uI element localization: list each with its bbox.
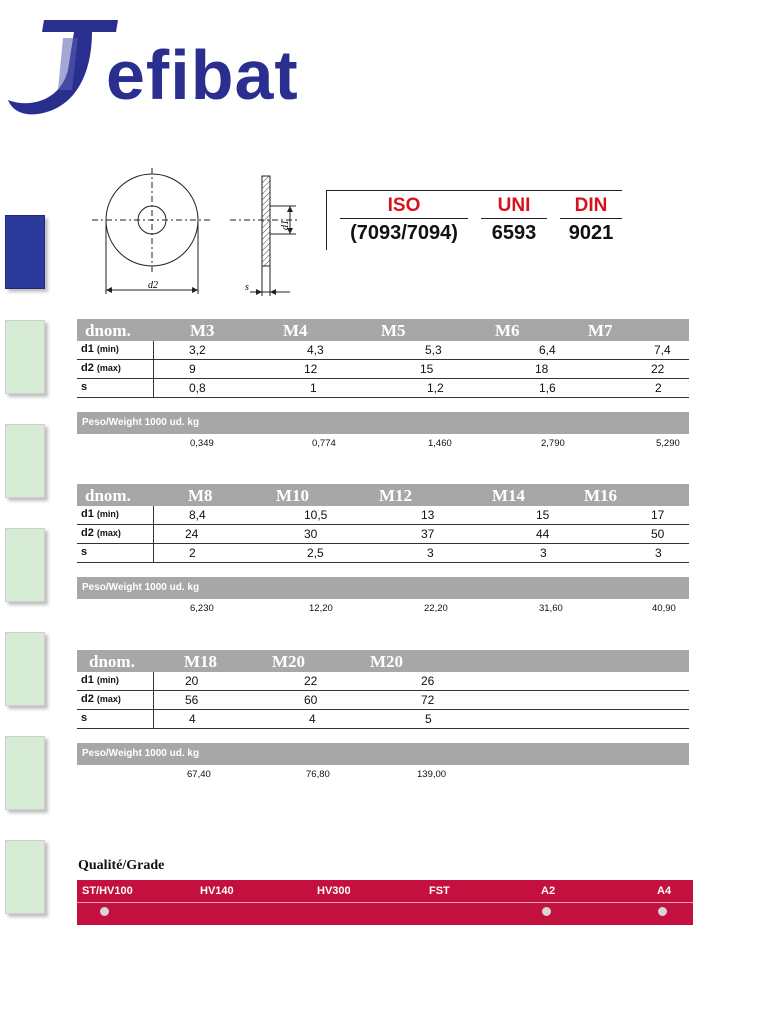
weight-cell: 2,790 (541, 438, 565, 449)
grade-label: HV300 (317, 885, 351, 897)
grade-title: Qualité/Grade (78, 858, 165, 873)
standard-number: 9021 (568, 222, 614, 244)
table-cell: 2 (189, 546, 196, 560)
table-row (77, 710, 689, 729)
table-cell: 30 (304, 527, 318, 541)
column-divider (153, 525, 154, 543)
dimension-table-1 (77, 319, 689, 452)
table-cell: 22 (651, 362, 665, 376)
weight-cell: 0,349 (190, 438, 214, 449)
weight-cell: 31,60 (539, 603, 563, 614)
table-cell: 5 (425, 712, 432, 726)
washer-drawing (90, 168, 310, 303)
row-label: s (81, 712, 88, 724)
weight-cell: 5,290 (656, 438, 680, 449)
table-cell: 9 (189, 362, 196, 376)
standard-din (560, 194, 622, 247)
size-cell: M20 (370, 652, 404, 671)
weight-row (77, 599, 689, 617)
column-divider (153, 360, 154, 378)
row-qualifier: (min) (96, 509, 119, 519)
side-tab-4[interactable] (5, 528, 45, 602)
table-cell: 6,4 (539, 343, 556, 357)
label-d1: d1 (280, 220, 291, 230)
table-cell: 18 (535, 362, 549, 376)
weight-row (77, 765, 689, 783)
table-cell: 1,2 (427, 381, 444, 395)
row-label: d2 (81, 362, 94, 374)
grade-label: A4 (657, 885, 672, 897)
side-tab-1[interactable] (5, 215, 45, 289)
table-cell: 20 (185, 674, 199, 688)
table-cell: 0,8 (189, 381, 206, 395)
table-cell: 10,5 (304, 508, 328, 522)
table-header (77, 319, 689, 341)
row-label: s (81, 381, 88, 393)
table-row (77, 672, 689, 691)
grade-label: A2 (541, 885, 556, 897)
grade-label: ST/HV100 (82, 885, 133, 897)
table-cell: 2 (655, 381, 662, 395)
table-cell: 4,3 (307, 343, 324, 357)
row-label: s (81, 546, 88, 558)
weight-row (77, 434, 689, 452)
row-qualifier: (max) (96, 694, 121, 704)
weight-cell: 76,80 (306, 769, 330, 780)
table-cell: 12 (304, 362, 318, 376)
standard-number: 6593 (491, 222, 537, 244)
row-label: d2 (81, 527, 94, 539)
weight-cell: 0,774 (312, 438, 336, 449)
dimension-table-2 (77, 484, 689, 617)
grade-available-dot (542, 907, 551, 916)
table-row (77, 691, 689, 710)
grade-label: HV140 (200, 885, 234, 897)
row-label: d1 (81, 674, 94, 686)
standard-name: UNI (481, 194, 547, 219)
weight-label: Peso/Weight 1000 ud. kg (82, 417, 200, 428)
weight-cell: 1,460 (428, 438, 452, 449)
side-tab-3[interactable] (5, 424, 45, 498)
table-header (77, 484, 689, 506)
table-cell: 3,2 (189, 343, 206, 357)
table-cell: 60 (304, 693, 318, 707)
table-cell: 8,4 (189, 508, 206, 522)
table-cell: 22 (304, 674, 318, 688)
size-cell: M6 (495, 321, 520, 340)
row-label: d2 (81, 693, 94, 705)
table-row (77, 525, 689, 544)
table-cell: 1 (310, 381, 317, 395)
weight-cell: 12,20 (309, 603, 333, 614)
dnom-label: dnom. (85, 486, 131, 505)
column-divider (153, 506, 154, 524)
table-cell: 4 (309, 712, 316, 726)
table-cell: 3 (427, 546, 434, 560)
grade-available-dot (100, 907, 109, 916)
weight-header (77, 743, 689, 765)
table-cell: 3 (655, 546, 662, 560)
size-cell: M20 (272, 652, 306, 671)
column-divider (153, 672, 154, 690)
brand-name: efibat (106, 36, 299, 114)
dimension-table-3 (77, 650, 689, 783)
label-d2: d2 (148, 280, 158, 291)
side-tab-7[interactable] (5, 840, 45, 914)
side-tab-2[interactable] (5, 320, 45, 394)
weight-header (77, 577, 689, 599)
table-cell: 7,4 (654, 343, 671, 357)
column-divider (153, 379, 154, 397)
weight-cell: 40,90 (652, 603, 676, 614)
table-cell: 26 (421, 674, 435, 688)
size-cell: M7 (588, 321, 613, 340)
dnom-label: dnom. (85, 321, 131, 340)
table-row (77, 544, 689, 563)
row-qualifier: (min) (96, 675, 119, 685)
grade-available-dot (658, 907, 667, 916)
size-cell: M3 (190, 321, 215, 340)
table-cell: 1,6 (539, 381, 556, 395)
table-cell: 13 (421, 508, 435, 522)
side-tab-5[interactable] (5, 632, 45, 706)
label-s: s (245, 282, 249, 293)
size-cell: M16 (584, 486, 618, 505)
table-cell: 44 (536, 527, 550, 541)
standard-number: (7093/7094) (350, 222, 458, 244)
row-qualifier: (max) (96, 528, 121, 538)
table-cell: 5,3 (425, 343, 442, 357)
size-cell: M5 (381, 321, 406, 340)
size-cell: M18 (184, 652, 218, 671)
table-cell: 72 (421, 693, 435, 707)
side-tab-6[interactable] (5, 736, 45, 810)
row-qualifier: (min) (96, 344, 119, 354)
column-divider (153, 341, 154, 359)
weight-cell: 67,40 (187, 769, 211, 780)
table-cell: 3 (540, 546, 547, 560)
column-divider (153, 710, 154, 728)
column-divider (153, 544, 154, 562)
table-cell: 56 (185, 693, 199, 707)
weight-cell: 22,20 (424, 603, 448, 614)
weight-label: Peso/Weight 1000 ud. kg (82, 582, 200, 593)
size-cell: M8 (188, 486, 213, 505)
table-cell: 50 (651, 527, 665, 541)
standard-uni (481, 194, 547, 247)
table-cell: 17 (651, 508, 665, 522)
standards-left-rule (326, 190, 327, 250)
table-row (77, 506, 689, 525)
dnom-label: dnom. (89, 652, 135, 671)
table-row (77, 360, 689, 379)
row-label: d1 (81, 508, 94, 520)
grade-divider (77, 902, 693, 903)
table-row (77, 379, 689, 398)
standard-name: DIN (560, 194, 622, 219)
size-cell: M4 (283, 321, 308, 340)
grade-bar (77, 880, 693, 925)
standards-top-rule (326, 190, 622, 191)
table-cell: 37 (421, 527, 435, 541)
weight-cell: 6,230 (190, 603, 214, 614)
weight-cell: 139,00 (417, 769, 447, 780)
table-cell: 24 (185, 527, 199, 541)
standard-name: ISO (340, 194, 468, 219)
size-cell: M10 (276, 486, 310, 505)
row-qualifier: (max) (96, 363, 121, 373)
table-cell: 4 (189, 712, 196, 726)
table-cell: 15 (420, 362, 434, 376)
weight-label: Peso/Weight 1000 ud. kg (82, 748, 200, 759)
size-cell: M12 (379, 486, 413, 505)
weight-header (77, 412, 689, 434)
table-row (77, 341, 689, 360)
efibat-logo (8, 10, 328, 120)
size-cell: M14 (492, 486, 526, 505)
table-cell: 2,5 (307, 546, 324, 560)
standard-iso (340, 194, 468, 247)
grade-label: FST (429, 885, 450, 897)
table-header (77, 650, 689, 672)
column-divider (153, 691, 154, 709)
row-label: d1 (81, 343, 94, 355)
table-cell: 15 (536, 508, 550, 522)
